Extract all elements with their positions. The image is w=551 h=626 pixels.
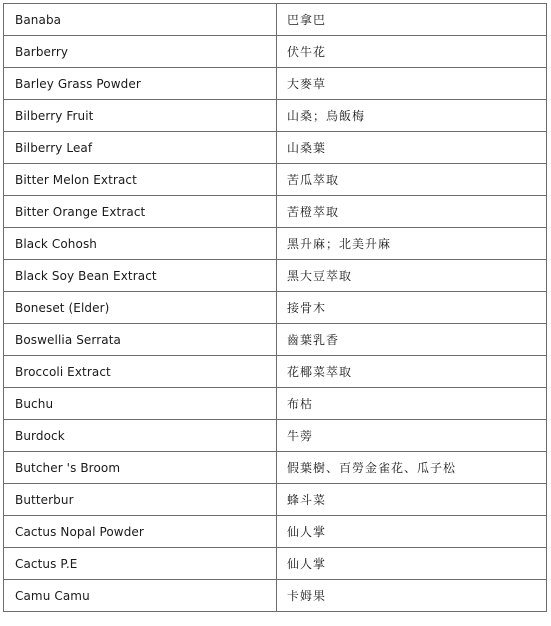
chinese-name-cell: 巴拿巴	[277, 4, 547, 36]
table-row	[4, 36, 547, 68]
english-name-cell: Burdock	[4, 420, 277, 452]
english-name-cell: Boneset (Elder)	[4, 292, 277, 324]
table-row	[4, 68, 547, 100]
chinese-name-cell: 仙人掌	[277, 516, 547, 548]
english-name-cell: Buchu	[4, 388, 277, 420]
chinese-name-cell: 山桑；烏飯梅	[277, 100, 547, 132]
chinese-name-cell: 卡姆果	[277, 580, 547, 612]
chinese-name-cell: 黑升麻；北美升麻	[277, 228, 547, 260]
table-row	[4, 516, 547, 548]
english-name-cell: Barley Grass Powder	[4, 68, 277, 100]
table-body	[4, 4, 547, 612]
chinese-name-cell: 大麥草	[277, 68, 547, 100]
ingredient-table-container	[3, 3, 546, 612]
table-row	[4, 260, 547, 292]
english-name-cell: Boswellia Serrata	[4, 324, 277, 356]
chinese-name-cell: 苦瓜萃取	[277, 164, 547, 196]
chinese-name-cell: 黑大豆萃取	[277, 260, 547, 292]
english-name-cell: Banaba	[4, 4, 277, 36]
english-name-cell: Bilberry Leaf	[4, 132, 277, 164]
table-row	[4, 132, 547, 164]
chinese-name-cell: 花椰菜萃取	[277, 356, 547, 388]
english-name-cell: Bitter Melon Extract	[4, 164, 277, 196]
english-name-cell: Camu Camu	[4, 580, 277, 612]
chinese-name-cell: 蜂斗菜	[277, 484, 547, 516]
english-name-cell: Cactus Nopal Powder	[4, 516, 277, 548]
chinese-name-cell: 伏牛花	[277, 36, 547, 68]
table-row	[4, 548, 547, 580]
chinese-name-cell: 苦橙萃取	[277, 196, 547, 228]
chinese-name-cell: 布枯	[277, 388, 547, 420]
english-name-cell: Black Cohosh	[4, 228, 277, 260]
english-name-cell: Cactus P.E	[4, 548, 277, 580]
ingredient-name-table	[3, 3, 547, 612]
table-row	[4, 356, 547, 388]
table-row	[4, 228, 547, 260]
table-row	[4, 420, 547, 452]
english-name-cell: Broccoli Extract	[4, 356, 277, 388]
english-name-cell: Barberry	[4, 36, 277, 68]
table-row	[4, 292, 547, 324]
english-name-cell: Bitter Orange Extract	[4, 196, 277, 228]
table-row	[4, 484, 547, 516]
table-row	[4, 324, 547, 356]
english-name-cell: Bilberry Fruit	[4, 100, 277, 132]
chinese-name-cell: 齒葉乳香	[277, 324, 547, 356]
table-row	[4, 580, 547, 612]
table-row	[4, 196, 547, 228]
english-name-cell: Butcher 's Broom	[4, 452, 277, 484]
english-name-cell: Butterbur	[4, 484, 277, 516]
table-row	[4, 388, 547, 420]
chinese-name-cell: 牛蒡	[277, 420, 547, 452]
table-row	[4, 100, 547, 132]
chinese-name-cell: 仙人掌	[277, 548, 547, 580]
table-row	[4, 164, 547, 196]
chinese-name-cell: 山桑葉	[277, 132, 547, 164]
table-row	[4, 4, 547, 36]
chinese-name-cell: 接骨木	[277, 292, 547, 324]
english-name-cell: Black Soy Bean Extract	[4, 260, 277, 292]
chinese-name-cell: 假葉樹、百勞金雀花、瓜子松	[277, 452, 547, 484]
table-row	[4, 452, 547, 484]
